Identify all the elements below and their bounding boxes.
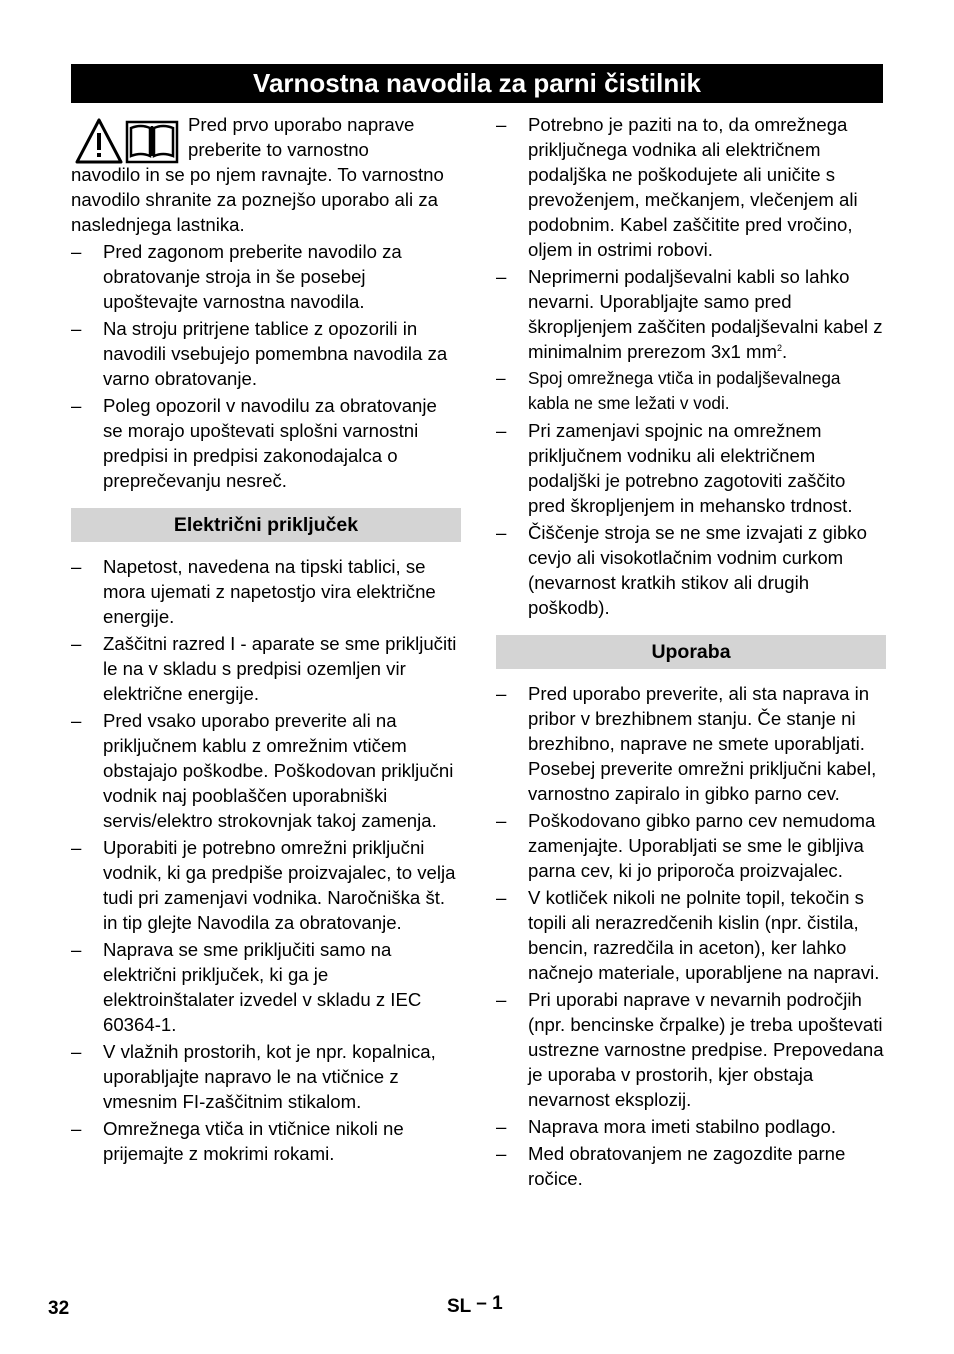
section-title-usage: Uporaba [496,635,886,669]
list-item: – Čiščenje stroja se ne sme izvajati z gibko cevjo ali visokotlačnim vodnim curkom (nevarnost kratkih stikov ali drugih poškodb). [496,522,867,618]
list-item: – Poleg opozoril v navodilu za obratovanje se morajo upoštevati splošni varnostni predpisi in predpisi zakonodajalca o preprečevanju nesreč. [71,395,437,491]
list-item: – V vlažnih prostorih, kot je npr. kopalnica, uporabljajte napravo le na vtičnice z vmesnim FI-zaščitnim stikalom. [71,1041,436,1112]
list-item: – Naprava se sme priključiti samo na električni priključek, ki ga je elektroinštalater izvedel v skladu z IEC 60364-1. [71,939,422,1035]
list-item: – Pri uporabi naprave v nevarnih področjih (npr. bencinske črpalke) je treba upoštevati ustrezne varnostne predpise. Prepovedana je uporaba v prostorih, kjer obstaja nevarnost eksplozij. [496,989,884,1110]
list-item: – Naprava mora imeti stabilno podlago. [496,1116,836,1137]
list-item: – Pri zamenjavi spojnic na omrežnem priključnem vodniku ali električnem podaljški je potrebno zagotoviti zaščito pred škropljenjem in mehansko trdnost. [496,420,853,516]
list-item: – Uporabiti je potrebno omrežni priključni vodnik, ki ga predpiše proizvajalec, to velja tudi pri zamenjavi vodnika. Naročniška št. in tip glejte Navodila za obratovanje. [71,837,456,933]
warning-triangle-icon [77,120,121,162]
page-number: 32 [48,1298,70,1319]
page-title: Varnostna navodila za parni čistilnik [71,64,883,103]
list-item: – Potrebno je paziti na to, da omrežnega priključnega vodnika ali električnem podaljška ne poškodujete ali uničite s prevoženjem, mečkanjem, vlečenjem ali podobnim. Kabel zaščitite pred vročino, oljem in ostrimi robovi. [496,114,858,260]
sub-page: – 1 [476,1293,503,1314]
read-manual-icon [127,122,177,162]
intro-block [71,112,461,237]
right-column [496,112,886,1191]
list-item: – Napetost, navedena na tipski tablici, se mora ujemati z napetostjo vira električne energije. [71,556,436,627]
section-title-electrical: Električni priključek [71,508,461,542]
list-item: – Neprimerni podaljševalni kabli so lahko nevarni. Uporabljajte samo pred škropljenjem zaščiten podaljševalni kabel z minimalnim prerezom 3x1 $mm^2$. [496,266,883,362]
intro-first: Pred prvo uporabo naprave preberite to varnostno [188,114,415,160]
list-item: – Na stroju pritrjene tablice z opozorili in navodili vsebujejo pomembna navodila za varno obratovanje. [71,318,448,389]
list-item: – Zaščitni razred I - aparate se sme priključiti le na v skladu s predpisi ozemljen vir električne energije. [71,633,457,704]
list-item: – Pred vsako uporabo preverite ali na priključnem kablu z omrežnim vtičem obstajajo poškodbe. Poškodovan priključni vodnik naj pooblaščen uporabniški servis/elektro strokovnjak takoj zamenja. [71,710,454,831]
list-item: – Poškodovano gibko parno cev nemudoma zamenjajte. Uporabljati se sme le gibljiva parna cev, ki jo priporoča proizvajalec. [496,810,876,881]
list-item: – Omrežnega vtiča in vtičnice nikoli ne prijemajte z mokrimi rokami. [71,1118,404,1164]
list-item: – V kotliček nikoli ne polnite topil, tekočin s topili ali nerazredčenih kislin (npr. čistila, bencin, razredčila in aceton), ker lahko načnejo materiale, uporabljene na napravi. [496,887,880,983]
language-code: SL – 1 [447,1293,503,1317]
left-column [71,112,461,1166]
warning-manual-icons [75,118,179,166]
list-item: – Pred uporabo preverite, ali sta naprava in pribor v brezhibnem stanju. Če stanje ni brezhibno, naprave ne smete uporabljati. Posebej preverite omrežni priključni kabel, varnostno zapiralo in gibko parno cev. [496,683,877,804]
list-item: – Spoj omrežnega vtiča in podaljševalnega kabla ne sme ležati v vodi. [496,368,841,413]
list-item: – Pred zagonom preberite navodilo za obratovanje stroja in še posebej upoštevajte varnostna navodila. [71,241,402,312]
superscript: 2 [777,342,783,353]
list-item: – Med obratovanjem ne zagozdite parne ročice. [496,1143,846,1189]
intro-rest: navodilo in se po njem ravnajte. To varnostno navodilo shranite za poznejšo uporabo ali za naslednjega lastnika. [71,164,444,235]
